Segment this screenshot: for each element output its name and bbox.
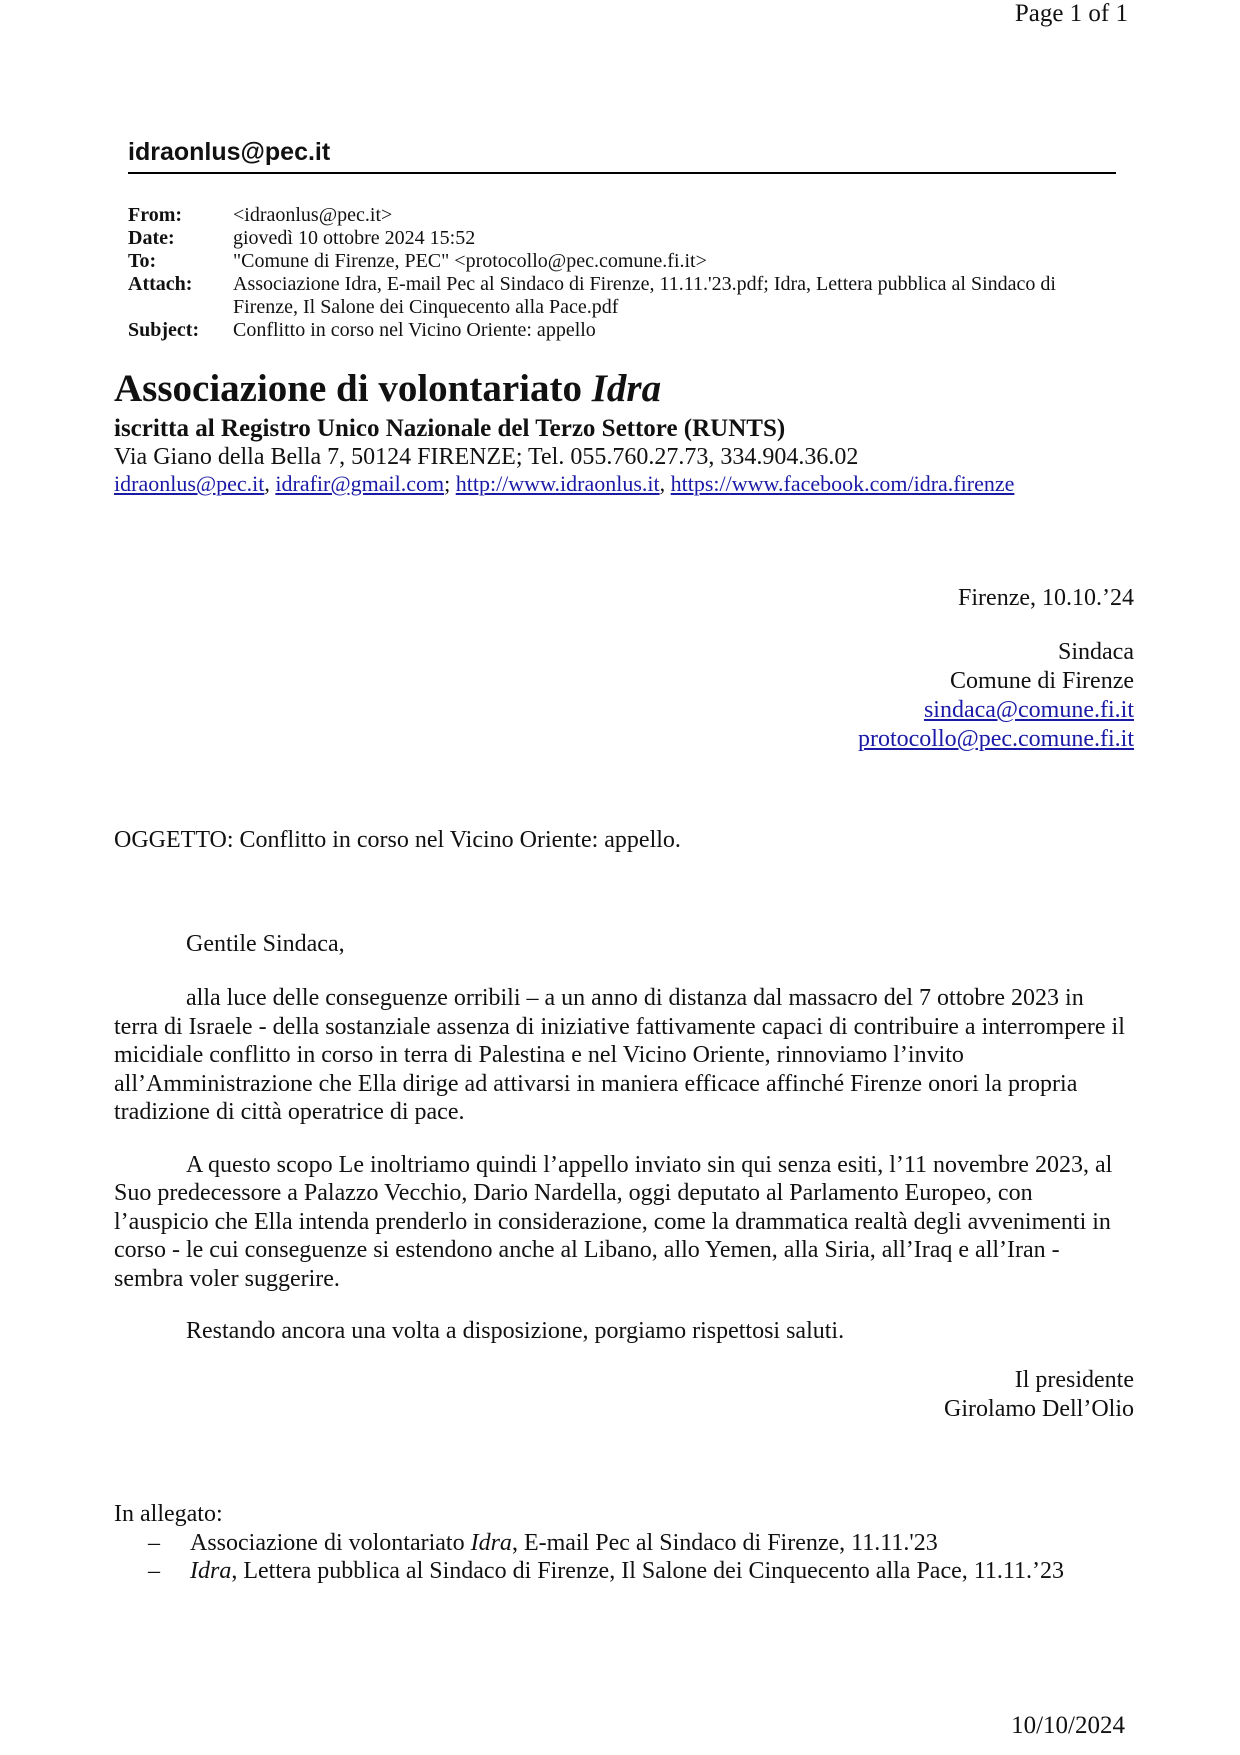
footer-date: 10/10/2024 bbox=[1011, 1712, 1125, 1739]
header-label: Subject: bbox=[128, 319, 200, 341]
list-dash: – bbox=[148, 1529, 160, 1556]
attachment-item bbox=[114, 1557, 1130, 1586]
list-dash: – bbox=[148, 1558, 160, 1584]
link-gmail[interactable]: idrafir@gmail.com bbox=[275, 471, 445, 496]
header-label: Date: bbox=[128, 227, 175, 249]
recipient-email-link[interactable]: sindaca@comune.fi.it bbox=[923, 697, 1134, 723]
signature-role: Il presidente bbox=[1014, 1367, 1134, 1393]
header-row-date bbox=[128, 227, 1118, 250]
attachment-text: , Lettera pubblica al Sindaco di Firenze, Il Salone dei Cinquecento alla Pace, 11.11.’23 bbox=[231, 1558, 1064, 1584]
header-row-subject bbox=[128, 319, 1118, 342]
attachments-section bbox=[114, 1500, 1130, 1586]
attachment-item bbox=[114, 1529, 1130, 1558]
header-value: giovedì 10 ottobre 2024 15:52 bbox=[233, 227, 476, 249]
link-pec-email[interactable]: idraonlus@pec.it bbox=[114, 471, 265, 496]
letterhead-title bbox=[114, 366, 661, 412]
letter-subject: OGGETTO: Conflitto in corso nel Vicino Oriente: appello. bbox=[114, 827, 681, 853]
letter-body bbox=[114, 984, 1130, 1370]
link-separator: , bbox=[264, 471, 276, 496]
header-label: Attach: bbox=[128, 273, 193, 295]
header-label: To: bbox=[128, 250, 157, 272]
salutation: Gentile Sindaca, bbox=[186, 931, 345, 957]
page-number: Page 1 of 1 bbox=[1014, 0, 1128, 27]
recipient-pec-link[interactable]: protocollo@pec.comune.fi.it bbox=[857, 726, 1134, 752]
attachment-text: , E-mail Pec al Sindaco di Firenze, 11.11.'23 bbox=[511, 1529, 938, 1556]
recipient-block bbox=[858, 638, 1134, 754]
signature-name: Girolamo Dell’Olio bbox=[944, 1396, 1134, 1422]
header-divider bbox=[128, 172, 1116, 174]
letterhead-title-italic: Idra bbox=[591, 367, 662, 410]
place-date: Firenze, 10.10.’24 bbox=[958, 585, 1134, 611]
body-paragraph: Restando ancora una volta a disposizione, porgiamo rispettosi saluti. bbox=[186, 1318, 845, 1344]
letterhead-title-main: Associazione di volontariato bbox=[114, 367, 592, 410]
link-website[interactable]: http://www.idraonlus.it bbox=[455, 471, 660, 496]
attachments-heading: In allegato: bbox=[114, 1501, 223, 1527]
mail-headers bbox=[128, 204, 1118, 342]
header-value: Associazione Idra, E-mail Pec al Sindaco di Firenze, 11.11.'23.pdf; Idra, Lettera pubblica al Sindaco di Firenze, Il Salone dei Cinquecento alla Pace.pdf bbox=[233, 273, 1056, 318]
letterhead-subtitle: iscritta al Registro Unico Nazionale del Terzo Settore (RUNTS) bbox=[114, 415, 786, 442]
header-value: "Comune di Firenze, PEC" <protocollo@pec.comune.fi.it> bbox=[233, 250, 707, 272]
link-separator: ; bbox=[444, 471, 456, 496]
attachment-italic: Idra bbox=[470, 1529, 512, 1556]
attachments-list bbox=[114, 1529, 1130, 1586]
mail-account-title: idraonlus@pec.it bbox=[128, 138, 331, 166]
link-facebook[interactable]: https://www.facebook.com/idra.firenze bbox=[670, 471, 1015, 496]
attachment-text: Associazione di volontariato bbox=[190, 1529, 471, 1556]
header-value: Conflitto in corso nel Vicino Oriente: appello bbox=[233, 319, 596, 341]
attachment-italic: Idra bbox=[190, 1558, 232, 1584]
header-label: From: bbox=[128, 204, 183, 226]
letterhead-links bbox=[114, 471, 1014, 497]
header-row-from bbox=[128, 204, 1118, 227]
link-separator: , bbox=[659, 471, 671, 496]
body-paragraph: A questo scopo Le inoltriamo quindi l’appello inviato sin qui senza esiti, l’11 novembre 2023, al Suo predecessore a Palazzo Vecchio, Dario Nardella, oggi deputato al Parlamento Europeo, con l’auspicio che Ella intenda prenderlo in considerazione, come la drammatica realtà degli avvenimenti in corso - le cui conseguenze si estendono anche al Libano, allo Yemen, alla Siria, all’Iraq e all’Iran - sembra voler suggerire. bbox=[114, 1151, 1113, 1292]
body-paragraph: alla luce delle conseguenze orribili – a un anno di distanza dal massacro del 7 ottobre 2023 in terra di Israele - della sostanziale assenza di iniziative fattivamente capaci di contribuire a interrompere il micidiale conflitto in corso in terra di Palestina e nel Vicino Oriente, rinnoviamo l’invito all’Amministrazione che Ella dirige ad attivarsi in maniera efficace affinché Firenze onori la propria tradizione di città operatrice di pace. bbox=[114, 985, 1125, 1125]
header-row-attach bbox=[128, 273, 1118, 319]
header-row-to bbox=[128, 250, 1118, 273]
recipient-entity: Comune di Firenze bbox=[950, 668, 1134, 694]
header-value: <idraonlus@pec.it> bbox=[233, 204, 393, 226]
recipient-title: Sindaca bbox=[1058, 639, 1134, 665]
letterhead-address: Via Giano della Bella 7, 50124 FIRENZE; Tel. 055.760.27.73, 334.904.36.02 bbox=[114, 444, 859, 470]
signature-block bbox=[944, 1366, 1134, 1424]
